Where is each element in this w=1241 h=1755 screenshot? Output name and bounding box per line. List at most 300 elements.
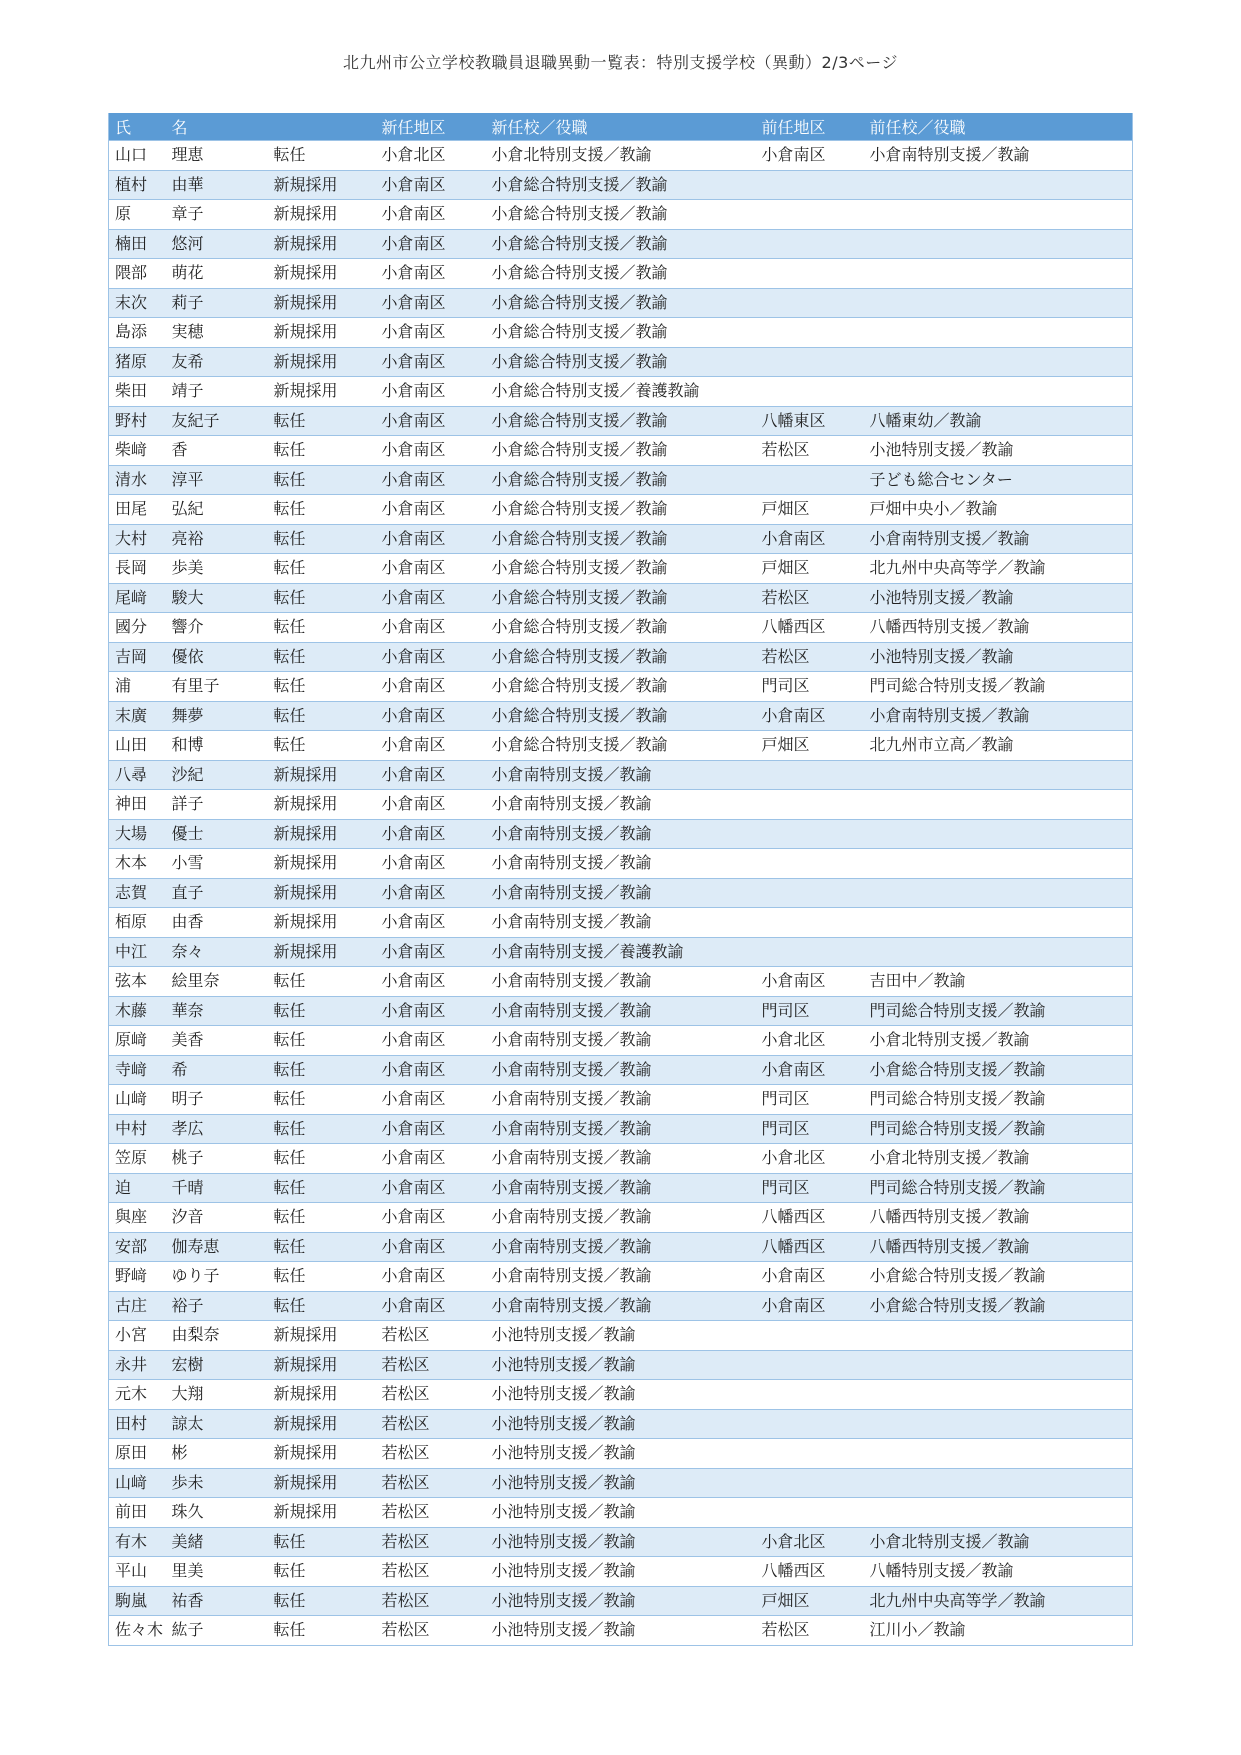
table-row	[109, 524, 1133, 554]
new-school-cell: 小倉南特別支援／養護教諭	[486, 937, 756, 967]
prev-school-cell	[864, 878, 1133, 908]
prev-school-cell	[864, 1498, 1133, 1528]
table-row	[109, 141, 1133, 171]
table-row	[109, 1173, 1133, 1203]
transfer-type-cell: 転任	[268, 1586, 376, 1616]
prev-school-cell: 小池特別支援／教諭	[864, 436, 1133, 466]
transfer-type-cell: 新規採用	[268, 937, 376, 967]
transfer-type-cell: 転任	[268, 1616, 376, 1646]
prev-district-cell: 小倉南区	[756, 701, 864, 731]
given-name-cell: 直子	[166, 878, 268, 908]
prev-school-cell: 門司総合特別支援／教諭	[864, 1173, 1133, 1203]
new-district-cell: 若松区	[376, 1557, 486, 1587]
transfer-type-cell: 転任	[268, 554, 376, 584]
new-school-cell: 小倉南特別支援／教諭	[486, 1055, 756, 1085]
surname-cell: 浦	[109, 672, 166, 702]
new-district-cell: 小倉南区	[376, 878, 486, 908]
header-prev-school: 前任校／役職	[864, 113, 1133, 141]
prev-district-cell	[756, 1439, 864, 1469]
surname-cell: 與座	[109, 1203, 166, 1233]
new-school-cell: 小倉南特別支援／教諭	[486, 908, 756, 938]
given-name-cell: 千晴	[166, 1173, 268, 1203]
new-school-cell: 小倉南特別支援／教諭	[486, 849, 756, 879]
given-name-cell: 孝広	[166, 1114, 268, 1144]
prev-district-cell: 八幡西区	[756, 1232, 864, 1262]
new-district-cell: 小倉南区	[376, 849, 486, 879]
table-row	[109, 1439, 1133, 1469]
prev-school-cell: 小倉南特別支援／教諭	[864, 524, 1133, 554]
given-name-cell: 沙紀	[166, 760, 268, 790]
given-name-cell: 華奈	[166, 996, 268, 1026]
table-row	[109, 318, 1133, 348]
new-school-cell: 小倉総合特別支援／教諭	[486, 731, 756, 761]
given-name-cell: 詳子	[166, 790, 268, 820]
surname-cell: 猪原	[109, 347, 166, 377]
new-district-cell: 小倉南区	[376, 760, 486, 790]
given-name-cell: 伽寿恵	[166, 1232, 268, 1262]
given-name-cell: 淳平	[166, 465, 268, 495]
prev-district-cell	[756, 318, 864, 348]
new-district-cell: 小倉南区	[376, 967, 486, 997]
table-row	[109, 465, 1133, 495]
surname-cell: 清水	[109, 465, 166, 495]
table-row	[109, 1498, 1133, 1528]
prev-district-cell	[756, 377, 864, 407]
transfer-type-cell: 転任	[268, 583, 376, 613]
given-name-cell: 絵里奈	[166, 967, 268, 997]
prev-school-cell	[864, 229, 1133, 259]
surname-cell: 島添	[109, 318, 166, 348]
prev-school-cell	[864, 908, 1133, 938]
given-name-cell: 里美	[166, 1557, 268, 1587]
table-row	[109, 1114, 1133, 1144]
prev-district-cell	[756, 465, 864, 495]
new-school-cell: 小池特別支援／教諭	[486, 1439, 756, 1469]
transfer-type-cell: 新規採用	[268, 288, 376, 318]
table-row	[109, 1203, 1133, 1233]
surname-cell: 八尋	[109, 760, 166, 790]
table-row	[109, 1321, 1133, 1351]
transfer-type-cell: 転任	[268, 967, 376, 997]
table-row	[109, 878, 1133, 908]
given-name-cell: 章子	[166, 200, 268, 230]
new-district-cell: 小倉南区	[376, 347, 486, 377]
prev-school-cell: 小倉北特別支援／教諭	[864, 1026, 1133, 1056]
table-row	[109, 790, 1133, 820]
table-row	[109, 819, 1133, 849]
new-school-cell: 小池特別支援／教諭	[486, 1380, 756, 1410]
table-row	[109, 1380, 1133, 1410]
prev-district-cell	[756, 229, 864, 259]
surname-cell: 佐々木	[109, 1616, 166, 1646]
given-name-cell: 桃子	[166, 1144, 268, 1174]
table-row	[109, 731, 1133, 761]
surname-cell: 山口	[109, 141, 166, 171]
new-school-cell: 小倉総合特別支援／教諭	[486, 465, 756, 495]
new-school-cell: 小倉総合特別支援／教諭	[486, 259, 756, 289]
given-name-cell: 小雪	[166, 849, 268, 879]
given-name-cell: 諒太	[166, 1409, 268, 1439]
table-row	[109, 672, 1133, 702]
new-school-cell: 小倉総合特別支援／教諭	[486, 288, 756, 318]
surname-cell: 山﨑	[109, 1468, 166, 1498]
prev-district-cell: 若松区	[756, 583, 864, 613]
surname-cell: 大場	[109, 819, 166, 849]
prev-school-cell: 門司総合特別支援／教諭	[864, 672, 1133, 702]
new-school-cell: 小倉南特別支援／教諭	[486, 1262, 756, 1292]
prev-school-cell	[864, 200, 1133, 230]
given-name-cell: 優依	[166, 642, 268, 672]
prev-district-cell: 門司区	[756, 1114, 864, 1144]
given-name-cell: 奈々	[166, 937, 268, 967]
transfer-type-cell: 転任	[268, 1144, 376, 1174]
new-school-cell: 小倉総合特別支援／教諭	[486, 672, 756, 702]
transfer-type-cell: 転任	[268, 1557, 376, 1587]
transfer-type-cell: 転任	[268, 642, 376, 672]
surname-cell: 田尾	[109, 495, 166, 525]
prev-school-cell	[864, 760, 1133, 790]
new-school-cell: 小倉総合特別支援／教諭	[486, 613, 756, 643]
prev-school-cell: 小倉北特別支援／教諭	[864, 1144, 1133, 1174]
transfer-type-cell: 新規採用	[268, 908, 376, 938]
surname-cell: 尾﨑	[109, 583, 166, 613]
transfer-type-cell: 新規採用	[268, 318, 376, 348]
prev-district-cell	[756, 790, 864, 820]
new-school-cell: 小池特別支援／教諭	[486, 1321, 756, 1351]
new-school-cell: 小池特別支援／教諭	[486, 1616, 756, 1646]
new-school-cell: 小倉南特別支援／教諭	[486, 1173, 756, 1203]
prev-district-cell: 八幡西区	[756, 1203, 864, 1233]
table-row	[109, 554, 1133, 584]
new-district-cell: 若松区	[376, 1350, 486, 1380]
transfer-type-cell: 転任	[268, 1203, 376, 1233]
new-school-cell: 小倉南特別支援／教諭	[486, 760, 756, 790]
new-school-cell: 小倉総合特別支援／教諭	[486, 347, 756, 377]
surname-cell: 柴田	[109, 377, 166, 407]
prev-district-cell: 小倉北区	[756, 1527, 864, 1557]
transfer-type-cell: 転任	[268, 996, 376, 1026]
given-name-cell: 萌花	[166, 259, 268, 289]
prev-district-cell: 戸畑区	[756, 495, 864, 525]
surname-cell: 楠田	[109, 229, 166, 259]
surname-cell: 元木	[109, 1380, 166, 1410]
prev-school-cell: 八幡東幼／教諭	[864, 406, 1133, 436]
table-row	[109, 1055, 1133, 1085]
transfer-type-cell: 転任	[268, 1291, 376, 1321]
transfer-type-cell: 新規採用	[268, 170, 376, 200]
table-row	[109, 996, 1133, 1026]
table-row	[109, 406, 1133, 436]
prev-district-cell	[756, 347, 864, 377]
prev-district-cell	[756, 288, 864, 318]
new-district-cell: 小倉南区	[376, 1291, 486, 1321]
transfer-type-cell: 新規採用	[268, 1498, 376, 1528]
table-row	[109, 760, 1133, 790]
transfer-type-cell: 新規採用	[268, 377, 376, 407]
prev-district-cell	[756, 1380, 864, 1410]
prev-school-cell: 北九州中央高等学／教諭	[864, 554, 1133, 584]
prev-school-cell	[864, 170, 1133, 200]
new-school-cell: 小倉総合特別支援／教諭	[486, 701, 756, 731]
given-name-cell: 歩美	[166, 554, 268, 584]
table-row	[109, 908, 1133, 938]
new-district-cell: 小倉南区	[376, 259, 486, 289]
table-row	[109, 1409, 1133, 1439]
new-district-cell: 小倉南区	[376, 613, 486, 643]
new-district-cell: 若松区	[376, 1439, 486, 1469]
transfer-type-cell: 転任	[268, 731, 376, 761]
prev-district-cell: 小倉南区	[756, 1262, 864, 1292]
prev-school-cell	[864, 937, 1133, 967]
surname-cell: 古庄	[109, 1291, 166, 1321]
new-district-cell: 小倉南区	[376, 1262, 486, 1292]
prev-school-cell: 八幡西特別支援／教諭	[864, 1203, 1133, 1233]
new-district-cell: 若松区	[376, 1409, 486, 1439]
new-district-cell: 小倉南区	[376, 436, 486, 466]
prev-school-cell	[864, 790, 1133, 820]
prev-school-cell	[864, 377, 1133, 407]
transfer-type-cell: 新規採用	[268, 1321, 376, 1351]
table-row	[109, 259, 1133, 289]
new-district-cell: 小倉南区	[376, 731, 486, 761]
transfer-type-cell: 新規採用	[268, 878, 376, 908]
transfer-type-cell: 転任	[268, 672, 376, 702]
given-name-cell: 裕子	[166, 1291, 268, 1321]
prev-school-cell	[864, 819, 1133, 849]
new-school-cell: 小倉総合特別支援／教諭	[486, 524, 756, 554]
prev-district-cell	[756, 819, 864, 849]
prev-school-cell: 戸畑中央小／教諭	[864, 495, 1133, 525]
prev-school-cell: 子ども総合センター	[864, 465, 1133, 495]
prev-school-cell: 小倉南特別支援／教諭	[864, 141, 1133, 171]
given-name-cell: 実穂	[166, 318, 268, 348]
transfer-type-cell: 新規採用	[268, 259, 376, 289]
transfer-type-cell: 転任	[268, 613, 376, 643]
new-district-cell: 小倉南区	[376, 642, 486, 672]
new-district-cell: 小倉南区	[376, 318, 486, 348]
given-name-cell: 友紀子	[166, 406, 268, 436]
surname-cell: 大村	[109, 524, 166, 554]
new-district-cell: 若松区	[376, 1468, 486, 1498]
new-school-cell: 小倉南特別支援／教諭	[486, 1232, 756, 1262]
new-district-cell: 若松区	[376, 1527, 486, 1557]
prev-district-cell: 戸畑区	[756, 554, 864, 584]
surname-cell: 迫	[109, 1173, 166, 1203]
prev-district-cell: 小倉南区	[756, 141, 864, 171]
prev-district-cell	[756, 1321, 864, 1351]
surname-cell: 永井	[109, 1350, 166, 1380]
prev-school-cell: 小倉総合特別支援／教諭	[864, 1291, 1133, 1321]
prev-school-cell: 小池特別支援／教諭	[864, 583, 1133, 613]
given-name-cell: 有里子	[166, 672, 268, 702]
table-body	[109, 141, 1133, 1646]
table-row	[109, 1291, 1133, 1321]
surname-cell: 隈部	[109, 259, 166, 289]
new-district-cell: 小倉南区	[376, 672, 486, 702]
table-row	[109, 849, 1133, 879]
given-name-cell: ゆり子	[166, 1262, 268, 1292]
new-school-cell: 小池特別支援／教諭	[486, 1498, 756, 1528]
new-school-cell: 小倉南特別支援／教諭	[486, 878, 756, 908]
header-surname: 氏	[109, 113, 166, 141]
transfer-type-cell: 転任	[268, 406, 376, 436]
transfer-type-cell: 転任	[268, 1173, 376, 1203]
new-district-cell: 小倉南区	[376, 937, 486, 967]
given-name-cell: 美香	[166, 1026, 268, 1056]
table-row	[109, 377, 1133, 407]
given-name-cell: 莉子	[166, 288, 268, 318]
prev-school-cell: 小倉総合特別支援／教諭	[864, 1055, 1133, 1085]
transfer-type-cell: 新規採用	[268, 1439, 376, 1469]
prev-school-cell	[864, 1409, 1133, 1439]
table-row	[109, 1527, 1133, 1557]
prev-school-cell: 小池特別支援／教諭	[864, 642, 1133, 672]
prev-district-cell: 小倉南区	[756, 967, 864, 997]
transfer-type-cell: 転任	[268, 495, 376, 525]
prev-district-cell	[756, 170, 864, 200]
new-school-cell: 小倉総合特別支援／教諭	[486, 642, 756, 672]
table-row	[109, 1616, 1133, 1646]
table-row	[109, 1085, 1133, 1115]
transfer-type-cell: 新規採用	[268, 347, 376, 377]
given-name-cell: 歩未	[166, 1468, 268, 1498]
new-school-cell: 小池特別支援／教諭	[486, 1409, 756, 1439]
transfer-type-cell: 新規採用	[268, 790, 376, 820]
surname-cell: 木本	[109, 849, 166, 879]
transfer-type-cell: 転任	[268, 1262, 376, 1292]
new-school-cell: 小倉総合特別支援／教諭	[486, 406, 756, 436]
table-row	[109, 1262, 1133, 1292]
given-name-cell: 優士	[166, 819, 268, 849]
prev-school-cell	[864, 347, 1133, 377]
given-name-cell: 響介	[166, 613, 268, 643]
table-row	[109, 1557, 1133, 1587]
new-school-cell: 小倉南特別支援／教諭	[486, 790, 756, 820]
given-name-cell: 弘紀	[166, 495, 268, 525]
new-school-cell: 小倉総合特別支援／養護教諭	[486, 377, 756, 407]
given-name-cell: 美緒	[166, 1527, 268, 1557]
new-school-cell: 小池特別支援／教諭	[486, 1350, 756, 1380]
new-district-cell: 若松区	[376, 1321, 486, 1351]
surname-cell: 木藤	[109, 996, 166, 1026]
header-prev-district: 前任地区	[756, 113, 864, 141]
transfer-type-cell: 新規採用	[268, 200, 376, 230]
new-school-cell: 小倉総合特別支援／教諭	[486, 170, 756, 200]
given-name-cell: 由香	[166, 908, 268, 938]
new-district-cell: 小倉南区	[376, 200, 486, 230]
surname-cell: 寺﨑	[109, 1055, 166, 1085]
given-name-cell: 祐香	[166, 1586, 268, 1616]
header-row	[109, 113, 1133, 141]
new-district-cell: 小倉南区	[376, 1144, 486, 1174]
surname-cell: 末次	[109, 288, 166, 318]
prev-school-cell: 吉田中／教諭	[864, 967, 1133, 997]
given-name-cell: 靖子	[166, 377, 268, 407]
surname-cell: 中村	[109, 1114, 166, 1144]
surname-cell: 栢原	[109, 908, 166, 938]
given-name-cell: 明子	[166, 1085, 268, 1115]
prev-school-cell	[864, 1468, 1133, 1498]
prev-district-cell	[756, 259, 864, 289]
new-school-cell: 小倉南特別支援／教諭	[486, 1203, 756, 1233]
new-district-cell: 小倉南区	[376, 288, 486, 318]
new-district-cell: 小倉南区	[376, 790, 486, 820]
prev-district-cell: 門司区	[756, 672, 864, 702]
surname-cell: 志賀	[109, 878, 166, 908]
given-name-cell: 友希	[166, 347, 268, 377]
surname-cell: 原	[109, 200, 166, 230]
page-title: 北九州市公立学校教職員退職異動一覧表：特別支援学校（異動）2/3ページ	[343, 53, 898, 72]
prev-district-cell: 門司区	[756, 1085, 864, 1115]
prev-district-cell	[756, 937, 864, 967]
prev-school-cell	[864, 318, 1133, 348]
surname-cell: 柴﨑	[109, 436, 166, 466]
prev-district-cell	[756, 760, 864, 790]
prev-school-cell	[864, 1350, 1133, 1380]
new-district-cell: 小倉南区	[376, 229, 486, 259]
new-district-cell: 小倉南区	[376, 583, 486, 613]
new-school-cell: 小倉北特別支援／教諭	[486, 141, 756, 171]
surname-cell: 國分	[109, 613, 166, 643]
surname-cell: 末廣	[109, 701, 166, 731]
prev-district-cell: 八幡東区	[756, 406, 864, 436]
prev-school-cell	[864, 1380, 1133, 1410]
surname-cell: 吉岡	[109, 642, 166, 672]
prev-district-cell	[756, 1468, 864, 1498]
new-school-cell: 小倉総合特別支援／教諭	[486, 200, 756, 230]
surname-cell: 弦本	[109, 967, 166, 997]
new-district-cell: 小倉南区	[376, 465, 486, 495]
table-row	[109, 642, 1133, 672]
header-new-district: 新任地区	[376, 113, 486, 141]
new-district-cell: 小倉南区	[376, 377, 486, 407]
transfer-type-cell: 転任	[268, 465, 376, 495]
prev-district-cell	[756, 908, 864, 938]
given-name-cell: 香	[166, 436, 268, 466]
prev-school-cell	[864, 288, 1133, 318]
transfer-type-cell: 転任	[268, 1055, 376, 1085]
table-row	[109, 1350, 1133, 1380]
surname-cell: 野村	[109, 406, 166, 436]
given-name-cell: 由梨奈	[166, 1321, 268, 1351]
new-district-cell: 小倉南区	[376, 908, 486, 938]
transfer-type-cell: 転任	[268, 1232, 376, 1262]
transfer-type-cell: 新規採用	[268, 849, 376, 879]
given-name-cell: 亮裕	[166, 524, 268, 554]
new-school-cell: 小倉総合特別支援／教諭	[486, 436, 756, 466]
new-district-cell: 小倉南区	[376, 554, 486, 584]
prev-district-cell: 若松区	[756, 642, 864, 672]
given-name-cell: 大翔	[166, 1380, 268, 1410]
transfer-type-cell: 新規採用	[268, 229, 376, 259]
prev-school-cell: 北九州市立高／教諭	[864, 731, 1133, 761]
prev-school-cell: 八幡特別支援／教諭	[864, 1557, 1133, 1587]
prev-school-cell: 門司総合特別支援／教諭	[864, 996, 1133, 1026]
prev-school-cell: 小倉南特別支援／教諭	[864, 701, 1133, 731]
prev-district-cell: 門司区	[756, 1173, 864, 1203]
new-school-cell: 小倉南特別支援／教諭	[486, 996, 756, 1026]
prev-district-cell: 若松区	[756, 436, 864, 466]
surname-cell: 長岡	[109, 554, 166, 584]
new-district-cell: 小倉南区	[376, 701, 486, 731]
surname-cell: 前田	[109, 1498, 166, 1528]
surname-cell: 原田	[109, 1439, 166, 1469]
new-district-cell: 小倉南区	[376, 819, 486, 849]
surname-cell: 安部	[109, 1232, 166, 1262]
header-given-name: 名	[166, 113, 268, 141]
transfer-type-cell: 転任	[268, 141, 376, 171]
table-row	[109, 200, 1133, 230]
